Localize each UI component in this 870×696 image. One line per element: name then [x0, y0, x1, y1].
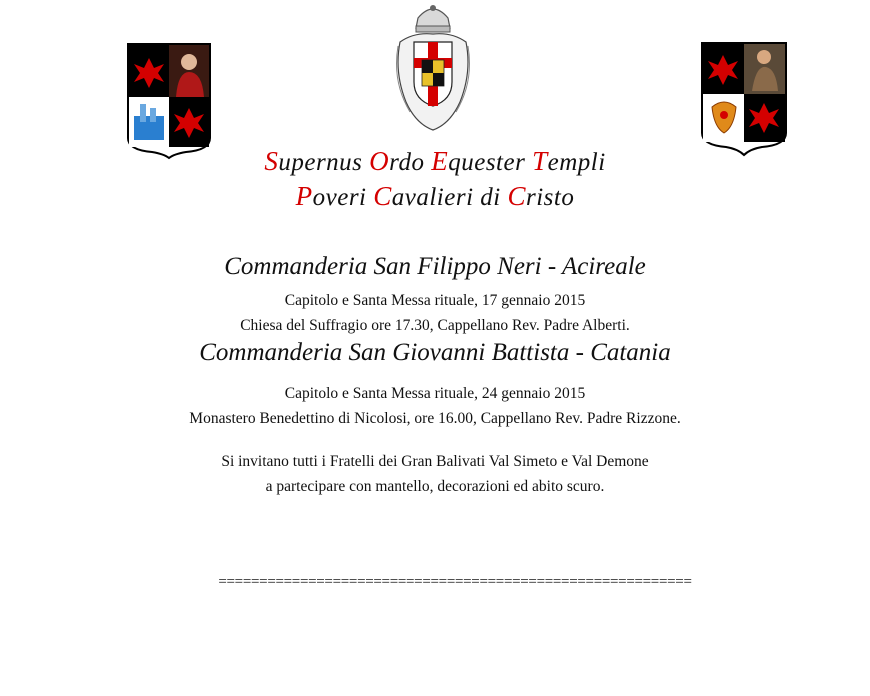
right-coat-of-arms [700, 41, 788, 157]
commandery-acireale-date: Capitolo e Santa Messa rituale, 17 gennaio 2015 [284, 292, 586, 309]
invitation-line-2: a partecipare con mantello, decorazioni ed abito scuro. [265, 478, 605, 495]
order-word-1: Supernus [264, 146, 370, 176]
order-name-line-1 [0, 146, 870, 177]
order-word-5: Poveri [295, 181, 374, 211]
commandery-acireale-title: Commanderia San Filippo Neri - Acireale [224, 253, 646, 280]
order-word-4: Templi [532, 146, 606, 176]
commandery-catania-date: Capitolo e Santa Messa rituale, 24 gennaio 2015 [284, 385, 586, 402]
left-coat-of-arms [126, 42, 212, 160]
divider-line: ========================================================== [218, 574, 692, 590]
commandery-acireale-location: Chiesa del Suffragio ore 17.30, Cappellano Rev. Padre Alberti. [240, 317, 630, 334]
order-word-6: Cavalieri di [373, 181, 508, 211]
order-name-line-2 [0, 181, 870, 212]
invitation-line-1: Si invitano tutti i Fratelli dei Gran Balivati Val Simeto e Val Demone [221, 453, 649, 470]
order-word-2: Ordo [369, 146, 432, 176]
commandery-catania-location: Monastero Benedettino di Nicolosi, ore 16.00, Cappellano Rev. Padre Rizzone. [189, 410, 681, 427]
order-word-3: Equester [431, 146, 533, 176]
center-coat-of-arms [392, 2, 474, 134]
order-word-7: Cristo [507, 181, 575, 211]
commandery-catania-title: Commanderia San Giovanni Battista - Catania [199, 339, 671, 366]
